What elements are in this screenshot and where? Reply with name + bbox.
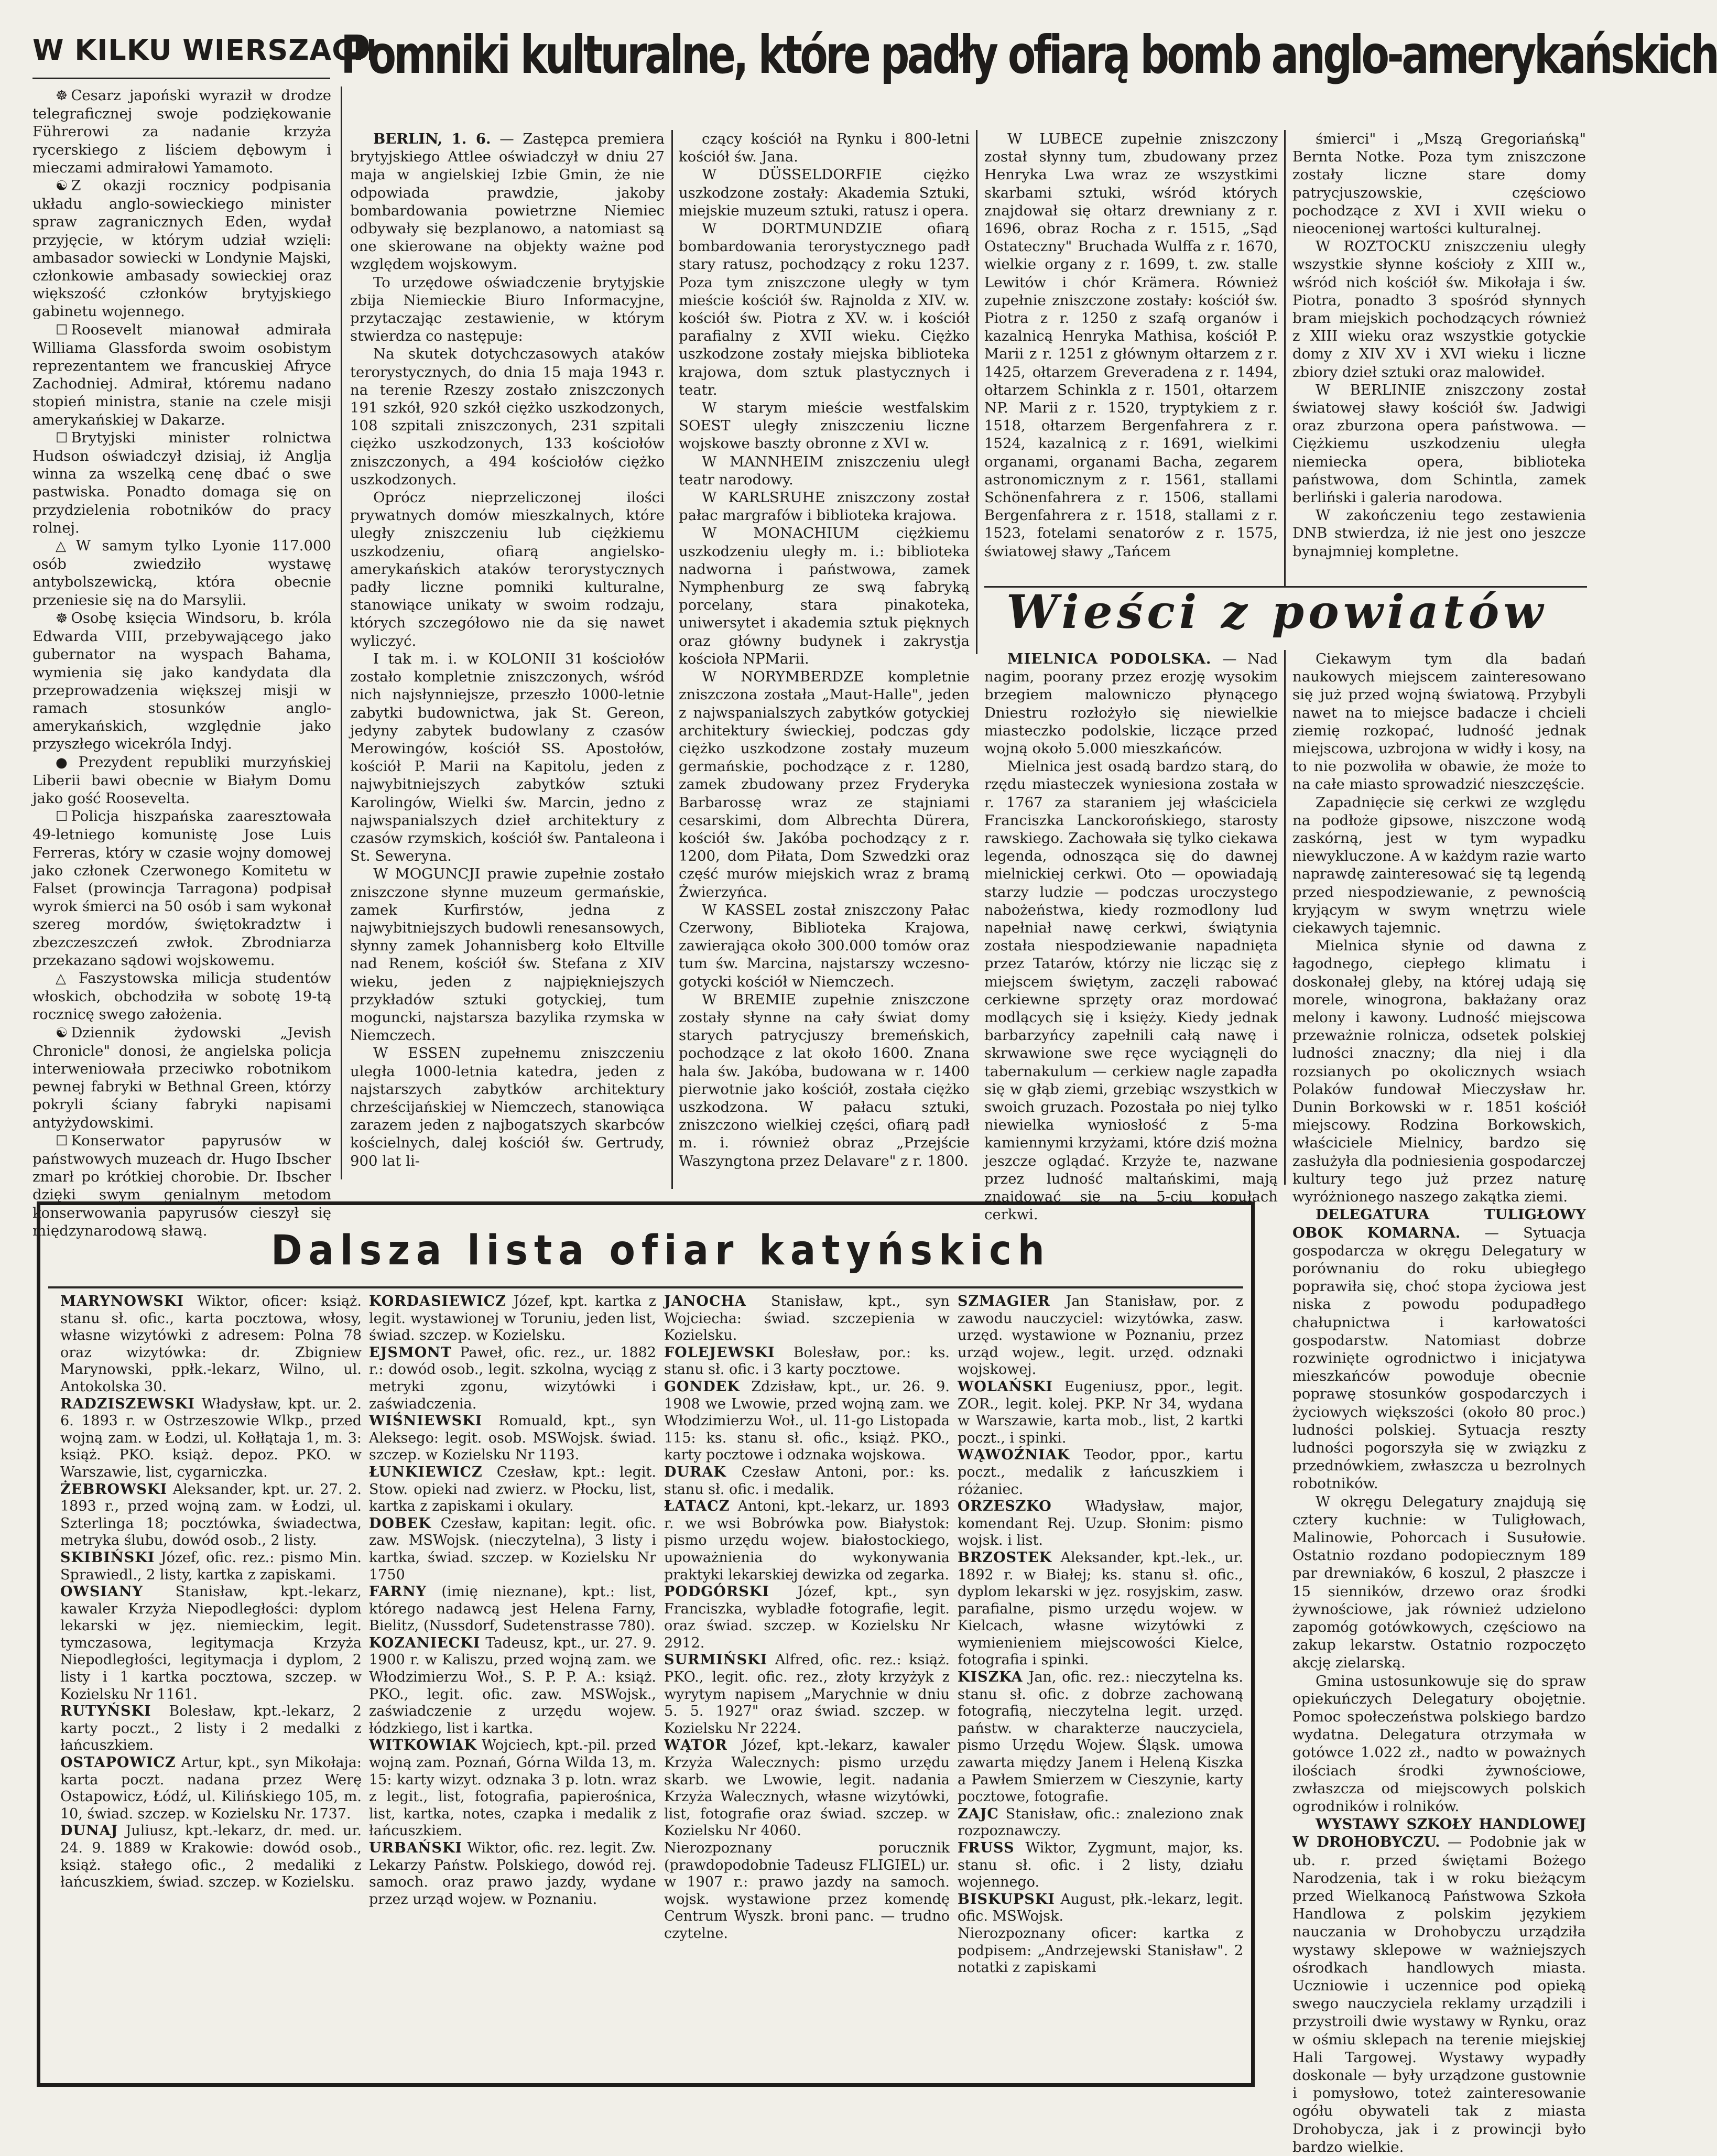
victim-entry — [60, 1550, 362, 1584]
victim-entry — [369, 1293, 656, 1345]
article-paragraph: W KARLSRUHE zniszczony został pałac margrafów i biblioteka krajowa. — [679, 489, 970, 524]
article-paragraph: W zakończeniu tego zestawienia DNB stwierdza, iż nie jest ono jeszcze bynajmniej kompletne. — [1292, 507, 1586, 560]
article-paragraph: W starym mieście westfalskim SOEST uległy zniszczeniu liczne wojskowe baszty obronne z XVI w. — [679, 399, 970, 452]
brief-item-text: Cesarz japoński wyraził w drodze telegraficznej swoje podziękowanie Führerowi za nadanie krzyża rycerskiego z liściem dębowym i mieczami admirałowi Yamamoto. — [32, 87, 331, 176]
brief-item — [32, 609, 331, 753]
victim-name: DOBEK — [369, 1515, 431, 1532]
victim-name: KORDASIEWICZ — [369, 1293, 506, 1309]
brief-news-column — [32, 86, 331, 1239]
brief-item — [32, 537, 331, 609]
victim-name: WĄWOŹNIAK — [958, 1447, 1070, 1464]
dateline: MIELNICA PODOLSKA. — [1007, 651, 1212, 667]
katyn-list-box — [37, 1201, 1255, 2087]
victim-name: JANOCHA — [664, 1293, 746, 1309]
brief-item-text: Prezydent republiki murzyńskiej Liberii bawi obecnie w Białym Domu jako gość Roosevelta. — [32, 753, 331, 807]
victim-details: (imię nieznane), kpt.: list, którego nadawcą jest Helena Farny, Bielitz, (Nussdorf, Sudetenstrasse 780). — [369, 1584, 656, 1634]
article-paragraph: W BREMIE zupełnie zniszczone zostały słynne na cały świat domy starych patrycjuszy bremeńskich, pochodzące z lat około 1600. Znana hala św. Jakóba, budowana w r. 1400 pierwotnie jako kościół, została ciężko uszkodzona. W pałacu sztuki, zniszczono wielkiej części, ofiarą padł m. i. również obraz „Przejście Waszyngtona przez Delavare" z r. 1800. — [679, 991, 970, 1169]
victim-name: PODGÓRSKI — [664, 1584, 769, 1600]
wystawy-body: — Podobnie jak w ub. r. przed świętami Bożego Narodzenia, tak i w roku bieżącym przed Wielkanocą Państwowa Szkoła Handlowa z polskim językiem nauczania w Drohobyczu urządziła wystawy sklepowe w ważniejszych ośrodkach handlowych miasta. Uczniowie i uczennice pod opieką swego nauczyciela reklamy urządzili i przystroili dwie wystawy w Rynku, oraz w ośmiu sklepach na terenie miejskiej Hali Targowej. Wystawy wypadły doskonale — były urządzone gustownie i pomysłowo, toteż zainteresowanie ogółu obywateli tak z miasta Drohobycza, jak i z prowincji było bardzo wielkie. — [1292, 1834, 1586, 2155]
victim-name: ŁATACZ — [664, 1498, 730, 1515]
victim-details: Czesław Antoni, por.: ks. stanu sł. ofic. i medalik. — [664, 1464, 950, 1498]
victim-details: Nierozpoznany oficer: kartka z podpisem: „Andrzejewski Stanisław". 2 notatki z zapiskami — [958, 1925, 1243, 1976]
victim-entry — [958, 1293, 1243, 1379]
victim-name: RUTYŃSKI — [60, 1703, 151, 1720]
victim-name: WITKOWIAK — [369, 1737, 477, 1754]
article-column-3 — [984, 130, 1278, 586]
victim-name: ZAJC — [958, 1805, 999, 1822]
subheading-wystawy: WYSTAWY SZKOŁY HANDLOWEJ W DROHOBYCZU. — [1292, 1816, 1586, 1851]
brief-item — [32, 321, 331, 429]
brief-item-text: W samym tylko Lyonie 117.000 osób zwiedziło wystawę antybolszewicką, która obecnie przeniesie się na do Marsylii. — [32, 537, 331, 609]
victim-entry — [664, 1737, 950, 1840]
victim-entry — [369, 1464, 656, 1515]
victim-name: BISKUPSKI — [958, 1891, 1055, 1908]
kicker-rule — [32, 78, 330, 79]
column-divider — [976, 130, 977, 654]
article-paragraph: I tak m. i. w KOLONII 31 kościołów zostało kompletnie zniszczonych, wśród nich najsłynniejsze, przeszło 1000-letnie zabytki budownictwa, jak St. Gereon, jedyny zabytek budowlany z czasów Merowingów, kościół SS. Apostołów, kościół P. Marii na Kapitolu, jeden z najwybitniejszych zabytków sztuki Karolingów, Wielki św. Marcin, jedno z najwspanialszych dzieł architektury z czasów rzymskich, kościół św. Pantaleona i St. Seweryna. — [350, 650, 665, 865]
victim-entry — [60, 1481, 362, 1550]
bullet-icon: ☸ — [56, 610, 68, 626]
victim-details: Wiktor, oficer: książ. stanu sł. ofic., karta pocztowa, włosy, własne wizytówki z adresem: Polna 78 oraz wizytówka: dr. Zbigniew Marynowski, ppłk.-lekarz, Wilno, ul. Antokolska 30. — [60, 1293, 362, 1395]
article-paragraph: W MOGUNCJI prawie zupełnie zostało zniszczone słynne muzeum germańskie, zamek Kurfirstów, jedna z najwybitniejszych budowli renesansowych, słynny zamek Johannisberg koło Eltville nad Renem, kościół św. Stefana z XIV wieku, jeden z najpiękniejszych przykładów sztuki gotyckiej, tum moguncki, najstarsza bazylika rzymska w Niemczech. — [350, 865, 665, 1044]
victim-details: Józef, kpt., syn Franciszka, wybladłe fotografie, legit. oraz świad. szczep. w Kozielsku Nr 2912. — [664, 1584, 950, 1651]
bullet-icon: ☐ — [56, 809, 68, 825]
victim-details: Nierozpoznany porucznik (prawdopodobnie Tadeusz FLIGIEL) ur. w 1907 r.: prawo jazdy na samoch. wojsk. wystawione przez komendę Centrum Wyszk. broni panc. — trudno czytelne. — [664, 1840, 950, 1942]
brief-item — [32, 177, 331, 321]
column-divider — [671, 130, 673, 1189]
victim-entry — [664, 1652, 950, 1737]
article-paragraph: śmierci" i „Mszą Gregoriańską" Bernta Notke. Poza tym zniszczone zostały liczne stare domy patrycjuszowskie, częściowo pochodzące z XVI i XVII wieku o nieocenionej wartości kulturalnej. — [1292, 131, 1586, 237]
column-divider — [1284, 650, 1286, 1185]
victim-entry — [958, 1806, 1243, 1840]
bullet-icon: ☐ — [56, 1133, 68, 1149]
brief-item-text: Faszystowska milicja studentów włoskich, obchodziła w sobotę 19-tą rocznicę swego założenia. — [32, 969, 331, 1023]
victim-details: Romuald, kpt., syn Aleksego: legit. osob. MSWojsk. świad. szczep. w Kozielsku Nr 1193. — [369, 1413, 656, 1464]
brief-news-list — [32, 86, 331, 1240]
victim-details: Józef, kpt.-lekarz, kawaler Krzyża Walecznych: pismo urzędu skarb. we Lwowie, legit. nadania Krzyża Walecznych, własne wizytówki, list, fotografie oraz świad. szczep. w Kozielsku Nr 4060. — [664, 1737, 950, 1839]
victim-entry — [60, 1823, 362, 1891]
brief-item — [32, 1024, 331, 1132]
article-paragraph: W MONACHIUM ciężkiemu uszkodzeniu uległy m. i.: biblioteka nadworna i państwowa, zamek Nymphenburg ze swą fabryką porcelany, stara pinakoteka, uniwersytet i akademia sztuk pięknych oraz główny budynek i zakrystja kościoła NPMarii. — [679, 525, 970, 667]
victim-entry — [958, 1840, 1243, 1891]
victim-name: EJSMONT — [369, 1344, 452, 1361]
delegatura-lead: — Sytuacja gospodarcza w okręgu Delegatury w porównaniu do roku ubiegłego poprawiła się, choć stopa życiowa jest niska z powodu podupadłego chałupnictwa i karłowatości gospodarstw. Natomiast dobrze rozwinięte ogrodnictwo i inicjatywa mieszkańców powoduje obecnie poprawę stosunków gospodarczych i życiowych większości (około 80 proc.) ludności polskiej. Sytuacja reszty ludności pogorszyła się w związku z przednówkiem, zwłaszcza u bezrolnych robotników. — [1292, 1224, 1586, 1492]
victim-entry — [958, 1498, 1243, 1550]
victim-details: Aleksander, kpt. ur. 27. 2. 1893 r., przed wojną zam. w Łodzi, ul. Szterlinga 18; pocztówka, świadectwa, metryka ślubu, dowód osob., 2 listy. — [60, 1481, 362, 1549]
article-paragraph: Zapadnięcie się cerkwi ze względu na podłoże gipsowe, niszczone wodą zaskórną, jest w tym wypadku niewykluczone. A w każdym razie warto naprawdę zainteresować się tą legendą przed niespodziewanie, z pewnością kryjącym w swym wnętrzu wiele ciekawych tajemnic. — [1292, 794, 1586, 937]
victim-name: SZMAGIER — [958, 1293, 1050, 1309]
article-paragraph: W KASSEL został zniszczony Pałac Czerwony, Biblioteka Krajowa, zawierająca około 300.000 tomów oraz tum św. Marcina, najstarszy wczesno-gotycki kościół w Niemczech. — [679, 901, 970, 990]
article-paragraph: Mielnica słynie od dawna z łagodnego, ciepłego klimatu i doskonałej gleby, na której udają się morele, winogrona, bakłażany oraz melony i kawony. Ludność miejscowa przeważnie rolnicza, odsetek polskiej ludności znaczny; dla niej i dla rozsianych po okolicznych wsiach Polaków fundował Mieczysław hr. Dunin Borkowski w r. 1851 kościół miejscowy. Rodzina Borkowskich, właściciele Mielnicy, bardzo się zasłużyła dla podniesienia gospodarczej kultury tego już przez naturę wyróżnionego naszego zakątka ziemi. — [1292, 937, 1586, 1206]
article-paragraph: W LUBECE zupełnie zniszczony został słynny tum, zbudowany przez Henryka Lwa wraz ze wszystkimi skarbami sztuki, wśród których znajdował się ołtarz drewniany z r. 1696, obraz Rocha z r. 1515, „Sąd Ostateczny" Bruchada Wulffa z r. 1670, wielkie organy z r. 1699, t. zw. stalle Lewitów i chór Krämera. Również zupełnie zniszczone zostały: kościół św. Piotra z r. 1250 z szafą organów i kazalnicą Henryka Mathisa, kościół P. Marii z r. 1251 z głównym ołtarzem z r. 1425, ołtarzem Greveradena z r. 1494, ołtarzem Schinkla z r. 1501, ołtarzem NP. Marii z r. 1520, tryptykiem z r. 1518, ołtarzem Bergenfahrera z r. 1524, kazalnicą z r. 1691, wielkimi organami, organami Bacha, zegarem astronomicznym z r. 1561, stallami Schönenfahrera z r. 1506, stallami Bergenfahrera z r. 1518, stallami z r. 1523, fotelami senatorów z r. 1575, światowej sławy „Tańcem — [984, 131, 1278, 560]
article-body-3 — [984, 130, 1278, 560]
victim-details: Władysław, kpt. ur. 2. 6. 1893 r. w Ostrzeszowie Wlkp., przed wojną zam. w Łodzi, ul. Kołłątaja 1, m. 3: książ. PKO. książ. depoz. PKO. w Warszawie, list, cygarniczka. — [60, 1395, 362, 1480]
victim-entry — [369, 1840, 656, 1908]
victim-details: Teodor, ppor., kartu poczt., medalik z łańcuszkiem i różaniec. — [958, 1447, 1243, 1498]
victim-details: August, płk.-lekarz, legit. ofic. MSWojsk. — [958, 1891, 1243, 1925]
brief-item — [32, 753, 331, 808]
victim-name: FARNY — [369, 1584, 427, 1600]
bullet-icon: ☐ — [56, 430, 68, 446]
victim-details: Józef, kpt. kartka z legit. wystawionej w Toruniu, jeden list, świad. szczep. w Kozielsku. — [369, 1293, 656, 1344]
victim-details: Wojciech, kpt.-pil. przed wojną zam. Poznań, Górna Wilda 13, m. 15: karty wizyt. odznaka 3 p. lotn. wraz z legit., list, fotografia, papierośnica, list, kartka, notes, czapka i medalik z łańcuszkiem. — [369, 1737, 656, 1839]
article-body-2 — [679, 130, 970, 1170]
article-column-4 — [1292, 130, 1586, 586]
article-column-1 — [350, 130, 665, 1199]
victim-name: RADZISZEWSKI — [60, 1395, 195, 1412]
wiesci-paragraph: Mielnica jest osadą bardzo starą, do rzędu miasteczek wyniesiona została w r. 1767 za staraniem jej właściciela Franciszka Lanckorońskiego, starosty rawskiego. Zachowała się tylko ciekawa legenda, odnosząca się do dawnej mielnickiej cerkwi. Oto — opowiadają starzy ludzie — podczas uroczystego nabożeństwa, kiedy rozmodlony lud napełniał nawę cerkwi, świątynia została niespodziewanie napadnięta przez Tatarów, którzy nie licząc się z miejscem świętym, zaczęli rabować cerkiewne sprzęty oraz mordować modlących się i księży. Kiedy jednak barbarzyńcy zapełnili całą nawę i skrwawione swe ręce wyciągnęli do tabernakulum — cerkiew nagle zapadła się w głąb ziemi, grzebiąc wszystkich w swoich gruzach. Pozostała po niej tylko niewielka wyniosłość z 5-ma kamiennymi krzyżami, które dziś można jeszcze oglądać. Krzyże te, nazwane przez ludność maltańskimi, mają znajdować się na 5-ciu kopułach cerkwi. — [984, 758, 1278, 1223]
article-paragraph: W DORTMUNDZIE ofiarą bombardowania terorystycznego padł stary ratusz, pochodzący z roku 1237. Poza tym zniszczone uległy w tym mieście kościół św. Rajnolda z XIV. w. kościół św. Piotra z XV. w. i kościół parafialny z XVII wieku. Ciężko uszkodzone zostały miejska biblioteka krajowa, dom sztuk plastycznych i teatr. — [679, 220, 970, 398]
brief-item-text: Osobę księcia Windsoru, b. króla Edwarda VIII, przebywającego jako gubernator na wyspach Bahama, wymienia się jako kandydata dla przeprowadzenia większej misji w ramach stosunków anglo-amerykańskich, względnie jako przyszłego wicekróla Indyj. — [32, 609, 331, 753]
victim-details: Tadeusz, kpt., ur. 27. 9. 1900 r. w Kaliszu, przed wojną zam. we Włodzimierzu Woł., S. P. P. A.: książ. PKO., legit. ofic. zaw. MSWojsk., zaświadczenie z urzędu wojew. łódzkiego, list i kartka. — [369, 1634, 656, 1737]
brief-item — [32, 86, 331, 177]
victim-details: Józef, ofic. rez.: pismo Min. Sprawiedl., 2 listy, kartka z zapiskami. — [60, 1549, 362, 1583]
brief-item — [32, 807, 331, 969]
article-paragraph: To urzędowe oświadczenie brytyjskie zbija Niemieckie Biuro Informacyjne, przytaczając zestawienie, w którym stwierdza co następuje: — [350, 274, 665, 345]
victim-entry — [958, 1669, 1243, 1806]
bullet-icon: △ — [56, 538, 73, 555]
victim-name: ŁUNKIEWICZ — [369, 1464, 483, 1480]
bullet-icon: ☸ — [56, 88, 68, 104]
victim-details: Stanisław, ofic.: znaleziono znak rozpoznawczy. — [958, 1805, 1243, 1839]
article-paragraph: Gmina ustosunkowuje się do spraw opiekuńczych Delegatury obojętnie. Pomoc społeczeństwa polskiego bardzo wydatna. Delegatura otrzymała w gotówce 1.022 zł., nadto w poważnych ilościach środki żywnościowe, zwłaszcza od miejscowych polskich ogrodników i rolników. — [1292, 1672, 1586, 1815]
victim-details: Stanisław, kpt.-lekarz, kawaler Krzyża Niepodległości: dyplom lekarski w jęz. niemieckim, legit. tymczasowa, legitymacja Krzyża Niepodległości, legitymacja i dyplom, 2 listy i 1 kartka pocztowa, szczep. w Kozielsku Nr 1161. — [60, 1584, 362, 1703]
brief-item-text: Brytyjski minister rolnictwa Hudson oświadczył dzisiaj, iż Anglja winna za wszelką cenę dbać o swe pastwiska. Ponadto domaga się on przydzielenia robotników do pracy rolnej. — [32, 429, 331, 536]
victim-entry — [60, 1396, 362, 1481]
victim-entry — [664, 1379, 950, 1464]
page-headline: Pomniki kulturalne, które padły ofiarą bomb anglo-amerykańskich — [341, 24, 1717, 85]
victim-entry — [958, 1925, 1243, 1977]
victim-name: DUNAJ — [60, 1823, 118, 1839]
brief-item-text: Z okazji rocznicy podpisania układu anglo-sowieckiego minister spraw zagranicznych Eden, wydał przyjęcie, w którym udział wzięli: ambasador sowiecki w Londynie Majski, członkowie ambasady sowieckiej oraz większość członków brytyjskiego gabinetu wojennego. — [32, 177, 331, 320]
victim-details: Aleksander, kpt.-lek., ur. 1892 r. w Białej; ks. stanu sł. ofic., dyplom lekarski w jęz. rosyjskim, zasw. parafialne, pismo urzędu wojew. w Kielcach, własne wizytówki z wymienieniem miejscowości Kielce, fotografia i spinki. — [958, 1549, 1243, 1669]
column-divider — [341, 86, 342, 1179]
victim-entry — [369, 1413, 656, 1464]
victim-entry — [369, 1584, 656, 1635]
article-paragraph: W MANNHEIM zniszczeniu uległ teatr narodowy. — [679, 453, 970, 488]
victim-entry — [664, 1498, 950, 1584]
katyn-column-1 — [60, 1293, 362, 2077]
victim-name: FRUSS — [958, 1840, 1015, 1856]
article-body-4 — [1292, 130, 1586, 560]
katyn-column-3 — [664, 1293, 950, 2077]
brief-item-text: Dziennik żydowski „Jevish Chronicle" donosi, że angielska policja interweniowała przeciwko robotnikom pewnej fabryki w Bethnal Green, którzy pokryli ściany fabryki napisami antyżydowskimi. — [32, 1024, 331, 1131]
victim-details: Bolesław, por.: ks. stanu sł. ofic. i 3 karty pocztowe. — [664, 1344, 950, 1378]
subheading-delegatura: DELEGATURA TULIGŁOWY OBOK KOMARNA. — [1292, 1206, 1586, 1241]
victim-details: Bolesław, kpt.-lekarz, 2 karty poczt., 2 listy i 2 medalki z łańcuszkiem. — [60, 1703, 362, 1754]
wiesci-lead: — Nad nagim, poorany przez erozję wysokim brzegiem malowniczo płynącego Dniestru rozłożyło się niewielkie miasteczko podolskie, liczące przed wojną około 5.000 mieszkańców. — [984, 651, 1278, 757]
article-lead: — Zastępca premiera brytyjskiego Attlee oświadczył w dniu 27 maja w angielskiej Izbie Gmin, że nie odpowiada prawdzie, jakoby bombardowania powietrzne Niemiec odbywały się bezplanowo, a natomiast są one skierowane na objekty ważne pod względem wojskowym. — [350, 131, 665, 273]
brief-item — [32, 969, 331, 1024]
victim-details: Stanisław, kpt., syn Wojciecha: świad. szczepienia w Kozielsku. — [664, 1293, 950, 1344]
article-paragraph: W okręgu Delegatury znajdują się cztery kuchnie: w Tuligłowach, Malinowie, Pohorcach i Susułowie. Ostatnio rozdano podopiecznym 189 par drewniaków, 6 koszul, 2 płaszcze i 15 sienników, drzewo oraz środki żywnościowe, jak również udzielono zapomóg gotówkowych, częściowo na zakup lekarstw. Ostatnio rozpoczęto akcję zielarską. — [1292, 1493, 1586, 1672]
victim-entry — [958, 1550, 1243, 1669]
article-paragraph: W ROZTOCKU zniszczeniu uległy wszystkie słynne kościoły z XIII w., wśród nich kościół św. Mikołaja i św. Piotra, ponadto 3 spośród słynnych bram miejskich pochodzących również z XIII wieku oraz wszystkie gotyckie domy z XIV XV i XVI wieku i liczne zbiory dzieł sztuki oraz malowideł. — [1292, 238, 1586, 381]
victim-entry — [664, 1840, 950, 1943]
victim-name: WOLAŃSKI — [958, 1378, 1053, 1395]
victim-name: SURMIŃSKI — [664, 1652, 768, 1669]
wiesci-left-column — [984, 650, 1278, 1223]
katyn-list-title: Dalsza lista ofiar katyńskich — [271, 1227, 1051, 1274]
victim-entry — [60, 1754, 362, 1823]
article-paragraph: W BERLINIE zniszczony został światowej sławy kościół św. Jadwigi oraz zburzona opera państwowa. — Ciężkiemu uszkodzeniu uległa niemiecka opera, biblioteka państwowa, dom Schintla, zamek berliński i galeria narodowa. — [1292, 381, 1586, 506]
victim-details: Eugeniusz, ppor., legit. ZOR., legit. kolej. PKP. Nr 34, wydana w Warszawie, karta mob., list, 2 kartki poczt., i spinki. — [958, 1378, 1243, 1446]
article-paragraph: Ciekawym tym dla badań naukowych miejscem zainteresowano się już przed wojną światową. Przybyli nawet na to miejsce badacze i chcieli ziemię rozkopać, ludność jednak miejscowa, uzbrojona w widły i kosy, na to nie pozwoliła w obawie, że może to na całe miasto sprowadzić nieszczęście. — [1292, 651, 1586, 793]
delegatura-body — [1292, 1493, 1586, 1816]
victim-entry — [369, 1635, 656, 1738]
article-paragraph: Oprócz nieprzeliczonej ilości prywatnych domów mieszkalnych, które uległy zniszczeniu lub ciężkiemu uszkodzeniu, ofiarą angielsko-amerykańskich ataków terorystycznych padły liczne pomniki kulturalne, stanowiące unikaty w swoim rodzaju, których szczegółowo nie da się nawet wyliczyć. — [350, 489, 665, 649]
victim-name: DURAK — [664, 1464, 726, 1480]
bullet-icon: △ — [56, 970, 75, 987]
victim-entry — [60, 1293, 362, 1396]
victim-details: Wiktor, Zygmunt, major, ks. stanu sł. ofic. i 2 listy, działu wojennego. — [958, 1840, 1243, 1891]
victim-details: Antoni, kpt.-lekarz, ur. 1893 r. we wsi Bobrówka pow. Białystok: pismo urzędu wojew. białostockiego, upoważnienia do wykonywania praktyki lekarskiej dewizka od zegarka. — [664, 1498, 950, 1583]
brief-item-text: Policja hiszpańska zaaresztowała 49-letniego komunistę Jose Luis Ferreras, który w czasie wojny domowej jako członek Czerwonego Komitetu w Falset (prowincja Tarragona) podpisał wyrok śmierci na 50 osób i sam wykonał szereg mordów, świętokradztw i zbezczeszczeń zwłok. Zbrodniarza przekazano sądowi wojskowemu. — [32, 808, 331, 969]
victim-entry — [958, 1891, 1243, 1925]
article-paragraph: W ESSEN zupełnemu zniszczeniu uległa 1000-letnia katedra, jeden z najstarszych zabytków architektury chrześcijańskiej w Niemczech, stanowiąca zarazem jeden z najbogatszych skarbców kościelnych, dalej kościół św. Gertrudy, 900 lat li- — [350, 1045, 665, 1169]
dateline: BERLIN, 1. 6. — [373, 131, 491, 147]
victim-name: ŻEBROWSKI — [60, 1481, 167, 1498]
victim-name: ORZESZKO — [958, 1498, 1052, 1515]
victim-details: Paweł, ofic. rez., ur. 1882 r.: dowód osob., legit. szkolna, wyciąg z metryki zgonu, wizytówki i zaświadczenia. — [369, 1344, 656, 1412]
article-paragraph: W DÜSSELDORFIE ciężko uszkodzone zostały: Akademia Sztuki, miejskie muzeum sztuki, ratusz i opera. — [679, 166, 970, 219]
section-title-wiesci: Wieści z powiatów — [1006, 584, 1548, 639]
victim-details: Zdzisław, kpt., ur. 26. 9. 1908 we Lwowie, przed wojną zam. we Włodzimierzu Woł., ul. 11-go Listopada 115: ks. stanu sł. ofic., książ. PKO., karty pocztowe i odznaka wojskowa. — [664, 1378, 950, 1464]
victim-entry — [958, 1447, 1243, 1498]
victim-entry — [60, 1703, 362, 1754]
victim-name: GONDEK — [664, 1378, 740, 1395]
article-body-1 — [350, 274, 665, 1170]
victim-details: Czesław, kpt.: legit. Stow. opieki nad zwierz. w Płocku, list, kartka z zapiskami i okulary. — [369, 1464, 656, 1515]
article-paragraph: Na skutek dotychczasowych ataków terorystycznych, do dnia 15 maja 1943 r. na terenie Rzeszy zostało zniszczonych 191 szkół, 920 szkół ciężko uszkodzonych, 108 szpitali zniszczonych, 231 szpitali ciężko uszkodzonych, 133 kościołów zniszczonych, a 494 kościołów ciężko uszkodzonych. — [350, 345, 665, 488]
victim-details: Alfred, ofic. rez.: książ. PKO., legit. ofic. rez., złoty krzyżyk z wyrytym napisem „Marychnie w dniu 5. 5. 1927" oraz świad. szczep. w Kozielsku Nr 2224. — [664, 1652, 950, 1737]
column-divider — [1284, 130, 1286, 586]
victim-entry — [958, 1379, 1243, 1447]
victim-name: SKIBIŃSKI — [60, 1549, 155, 1566]
article-paragraph: W NORYMBERDZE kompletnie zniszczona została „Maut-Halle", jeden z najwspanialszych zabytków gotyckiej architektury świeckiej, podczas gdy ciężko uszkodzone zostały muzeum germańskie, pochodzące z r. 1280, zamek zbudowany przez Fryderyka Barbarossę wraz ze stajniami cesarskimi, dom Albrechta Dürera, kościół św. Jakóba pochodzący z r. 1200, dom Piłata, Dom Szwedzki oraz część murów miejskich wraz z bramą Żwierzyńca. — [679, 668, 970, 901]
wiesci-right-body — [1292, 650, 1586, 1206]
article-column-2 — [679, 130, 970, 1199]
victim-entry — [60, 1584, 362, 1703]
victim-details: Czesław, kapitan: legit. ofic. zaw. MSWojsk. (nieczytelna), 3 listy i kartka, świad. szczep. w Kozielsku Nr 1750 — [369, 1515, 656, 1583]
victim-name: MARYNOWSKI — [60, 1293, 184, 1309]
victim-name: WIŚNIEWSKI — [369, 1413, 483, 1429]
victim-entry — [369, 1515, 656, 1584]
katyn-column-2 — [369, 1293, 656, 2077]
victim-name: OWSIANY — [60, 1584, 143, 1600]
victim-details: Wiktor, ofic. rez. legit. Zw. Lekarzy Państw. Polskiego, dowód rej. samoch. oraz prawo jazdy, wydane przez urząd wojew. w Poznaniu. — [369, 1840, 656, 1908]
bullet-icon: ☯ — [56, 178, 68, 194]
victim-details: Jan Stanisław, por. z zawodu nauczyciel: wizytówka, zasw. urzęd. wystawione w Poznaniu, przez urząd wojew., legit. urzęd. odznaki wojskowej. — [958, 1293, 1243, 1378]
section-kicker: W KILKU WIERSZACH — [32, 34, 378, 67]
victim-name: KOZANIECKI — [369, 1634, 481, 1651]
brief-item — [32, 429, 331, 537]
brief-item-text: Konserwator papyrusów w państwowych muzeach dr. Hugo Ibscher zmarł po krótkiej chorobie. Dr. Ibscher dzięki swym genialnym metodom konserwowania papyrusów cieszył się międzynarodową sławą. — [32, 1132, 331, 1239]
victim-name: BRZOSTEK — [958, 1549, 1052, 1566]
victim-name: WĄTOR — [664, 1737, 727, 1754]
bullet-icon: ● — [56, 754, 75, 771]
victim-details: Juliusz, kpt.-lekarz, dr. med. ur. 24. 9. 1889 w Krakowie: dowód osob., książ. stałego ofic., 2 medaliki z łańcuszkiem, świad. szczep. w Kozielsku. — [60, 1823, 362, 1891]
wiesci-right-column — [1292, 650, 1586, 2155]
victim-name: KISZKA — [958, 1669, 1023, 1686]
victim-entry — [664, 1345, 950, 1379]
bullet-icon: ☐ — [56, 322, 68, 338]
brief-item-text: Roosevelt mianował admirała Williama Glassforda swoim osobistym reprezentantem we francuskiej Afryce Zachodniej. Admirał, któremu nadano stopień ministra, stanie na czele misji amerykańskiej w Dakarze. — [32, 321, 331, 428]
victim-name: OSTAPOWICZ — [60, 1754, 176, 1771]
victim-details: Jan, ofic. rez.: nieczytelna ks. stanu sł. ofic. z dobrze zachowaną fotografią, nieczytelna legit. urzęd. państw. w charakterze nauczyciela, pismo Urzędu Wojew. Śląsk. umowa zawarta między Janem i Heleną Kiszka a Pawłem Smierzem w Cieszynie, karty pocztowe, fotografie. — [958, 1669, 1243, 1805]
victim-name: FOLEJEWSKI — [664, 1344, 775, 1361]
victim-entry — [369, 1737, 656, 1840]
bullet-icon: ☯ — [56, 1025, 68, 1041]
katyn-column-4 — [958, 1293, 1243, 2077]
victim-entry — [369, 1345, 656, 1413]
box-title-rule — [48, 1286, 1243, 1288]
victim-name: URBAŃSKI — [369, 1840, 463, 1856]
victim-details: Władysław, major, komendant Rej. Uzup. Słonim: pismo wojsk. i list. — [958, 1498, 1243, 1549]
victim-details: Artur, kpt., syn Mikołaja: karta poczt. nadana przez Werę Ostapowicz, Łódź, ul. Kilińskiego 105, m. 10, świad. szczep. w Kozielsku Nr. 1737. — [60, 1754, 362, 1822]
victim-entry — [664, 1293, 950, 1345]
article-paragraph: czący kościół na Rynku i 800-letni kościół św. Jana. — [679, 131, 970, 166]
victim-entry — [664, 1584, 950, 1652]
victim-entry — [664, 1464, 950, 1498]
